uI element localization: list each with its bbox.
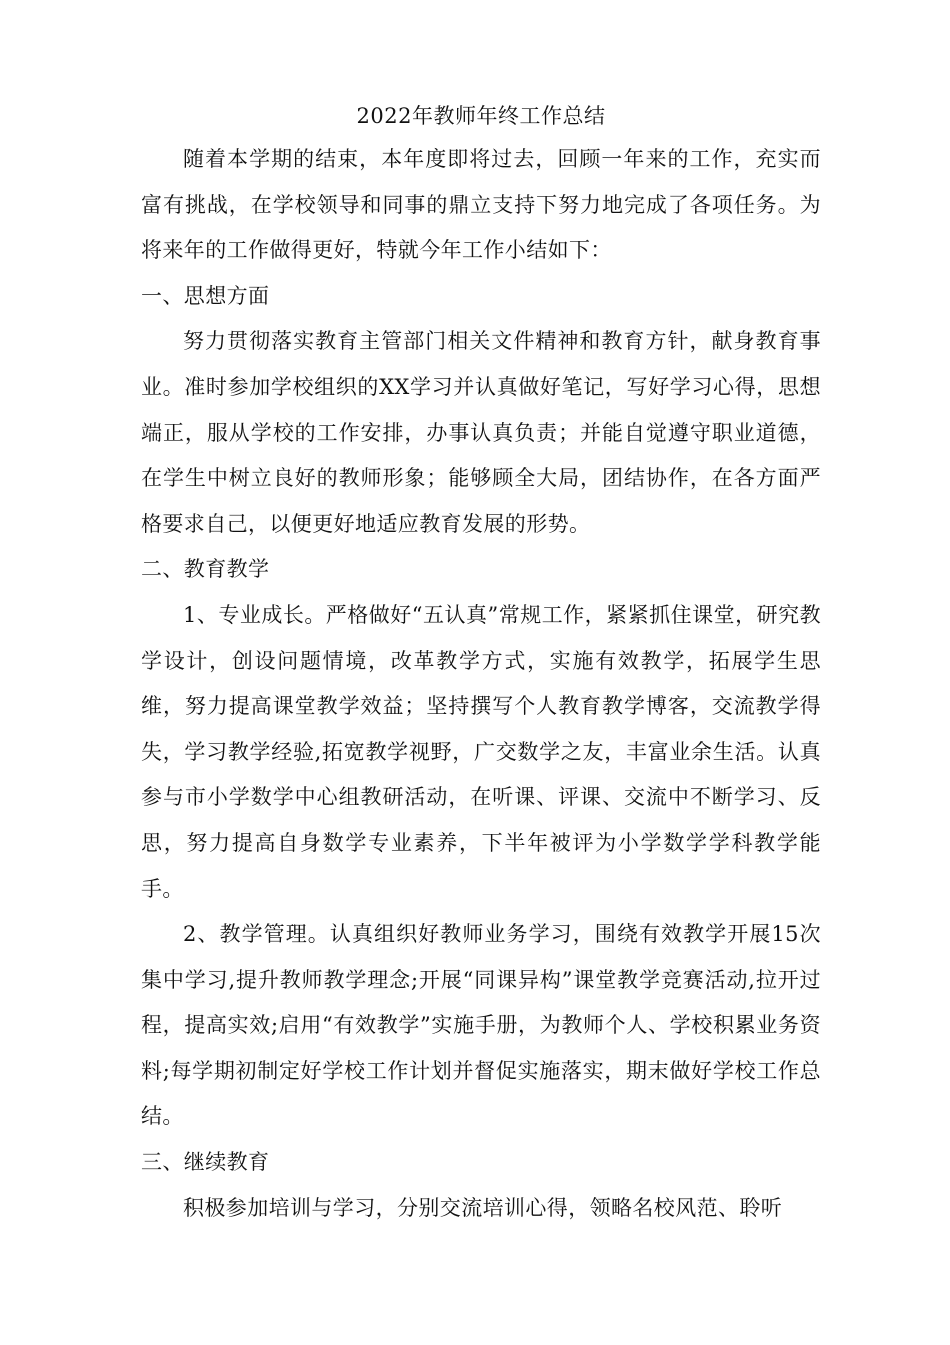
section-body-thought: 努力贯彻落实教育主管部门相关文件精神和教育方针，献身教育事业。准时参加学校组织的XX学习并认真做好笔记，写好学习心得，思想端正，服从学校的工作安排，办事认真负责；并能自觉遵守职业道德，在学生中树立良好的教师形象；能够顾全大局，团结协作，在各方面严格要求自己，以便更好地适应教育发展的形势。: [141, 329, 821, 536]
teaching-item-professional-growth: 1、专业成长。严格做好“五认真”常规工作，紧紧抓住课堂，研究教学设计，创设问题情境，改革教学方式，实施有效教学，拓展学生思维，努力提高课堂教学效益；坚持撰写个人教育教学博客，交流教学得失，学习教学经验,拓宽教学视野，广交数学之友，丰富业余生活。认真参与市小学数学中心组教研活动，在听课、评课、交流中不断学习、反思，努力提高自身数学专业素养，下半年被评为小学数学学科教学能手。: [141, 602, 821, 901]
document-body: [141, 95, 821, 1231]
section-heading-thought: 一、思想方面: [141, 283, 270, 308]
section-heading-continuing-education: 三、继续教育: [141, 1150, 270, 1175]
section-body-continuing-education: 积极参加培训与学习，分别交流培训心得，领略名校风范、聆听: [183, 1195, 783, 1220]
intro-paragraph: 随着本学期的结束，本年度即将过去，回顾一年来的工作，充实而富有挑战，在学校领导和同事的鼎立支持下努力地完成了各项任务。为将来年的工作做得更好，特就今年工作小结如下：: [141, 147, 821, 263]
teaching-item-management: 2、教学管理。认真组织好教师业务学习，围绕有效教学开展15次集中学习,提升教师教学理念;开展“同课异构”课堂教学竞赛活动,拉开过程，提高实效;启用“有效教学”实施手册，为教师个人、学校积累业务资料;每学期初制定好学校工作计划并督促实施落实，期末做好学校工作总结。: [141, 922, 821, 1129]
section-heading-teaching: 二、教育教学: [141, 557, 270, 582]
document-title: 2022年教师年终工作总结: [356, 104, 606, 128]
